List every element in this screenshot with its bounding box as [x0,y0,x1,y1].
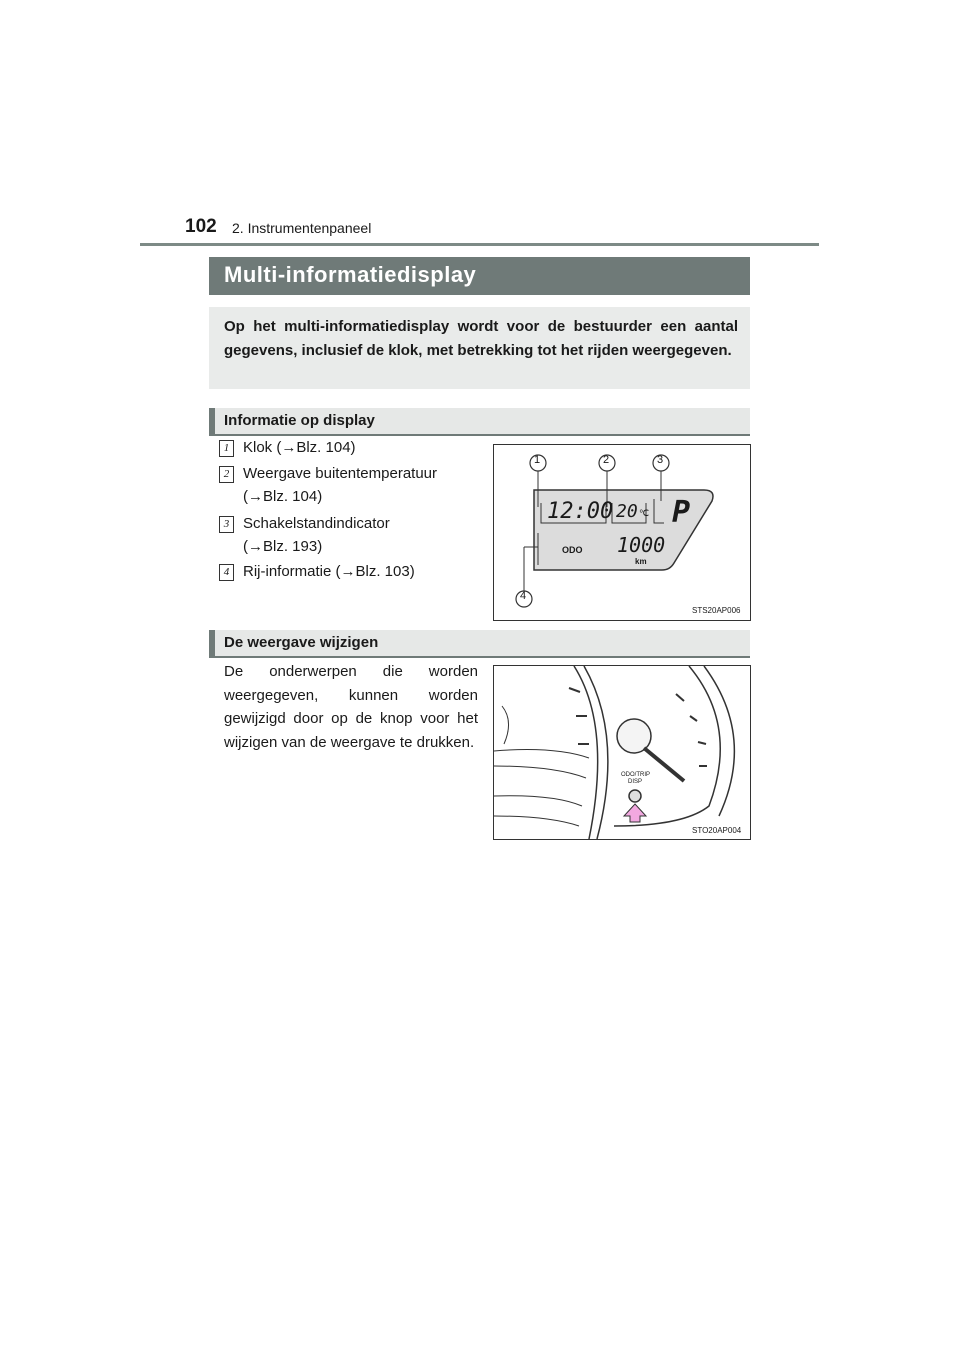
lcd-odo-value: 1000 [617,533,666,557]
item-3-ref: (→Blz. 193) [243,538,323,555]
page-number: 102 [185,216,217,237]
display-figure [493,444,751,621]
lcd-clock: 12:00 [547,499,614,524]
lcd-odo-unit: km [635,557,647,566]
callout-label-1: 1 [534,454,541,466]
cluster-line-4 [494,816,579,826]
item-number-3: 3 [219,516,234,533]
item-number-4: 4 [219,564,234,581]
item-number-1: 1 [219,440,234,457]
lcd-temperature: 20 [616,501,638,522]
item-number-2: 2 [219,466,234,483]
cluster-line-2 [494,766,586,778]
intro-text: Op het multi-informatiedisplay wordt voor de bestuurder een aantal gegevens, inclusief de klok, met betrekking tot het rijden weergegeven. [224,318,738,359]
odo-trip-button [629,790,641,802]
section-title: Multi-informatiedisplay [224,262,477,287]
cluster-line-1 [494,750,589,758]
gauge-arc-outer [704,666,734,816]
item-2-ref: (→Blz. 104) [243,488,323,505]
button-label-line2: DISP [628,779,643,785]
callout-label-4: 4 [520,590,527,602]
item-2-text: Weergave buitentemperatuur [243,465,438,482]
subsection-title-change-display: De weergave wijzigen [224,634,379,651]
press-arrow [624,804,646,822]
cluster-illustration [494,666,750,839]
subsection-title-display-info: Informatie op display [224,412,375,429]
callout-label-2: 2 [603,454,610,466]
cluster-arc-left-inner [584,666,608,839]
change-display-text: De onderwerpen die worden weergegeven, kunnen worden gewijzigd door op de knop voor het wijzigen van de weergave te drukken. [224,663,478,751]
figure-code-2: STO20AP004 [692,826,742,835]
button-figure [493,665,751,840]
cluster-line-3 [494,796,582,806]
chapter-title: 2. Instrumentenpaneel [232,220,372,236]
callout-label-3: 3 [657,454,664,466]
header-divider [140,243,819,246]
lcd-gear: P [672,495,691,530]
item-1-text: Klok (→Blz. 104) [243,439,356,456]
item-4-text: Rij-informatie (→Blz. 103) [243,563,415,580]
lcd-odo-label: ODO [562,545,583,555]
small-gauge [502,706,509,744]
lcd-temp-unit: ℃ [639,508,650,518]
item-3-text: Schakelstandindicator [243,515,390,532]
button-label-line1: ODO/TRIP [621,772,651,778]
figure-code-1: STS20AP006 [692,606,741,615]
